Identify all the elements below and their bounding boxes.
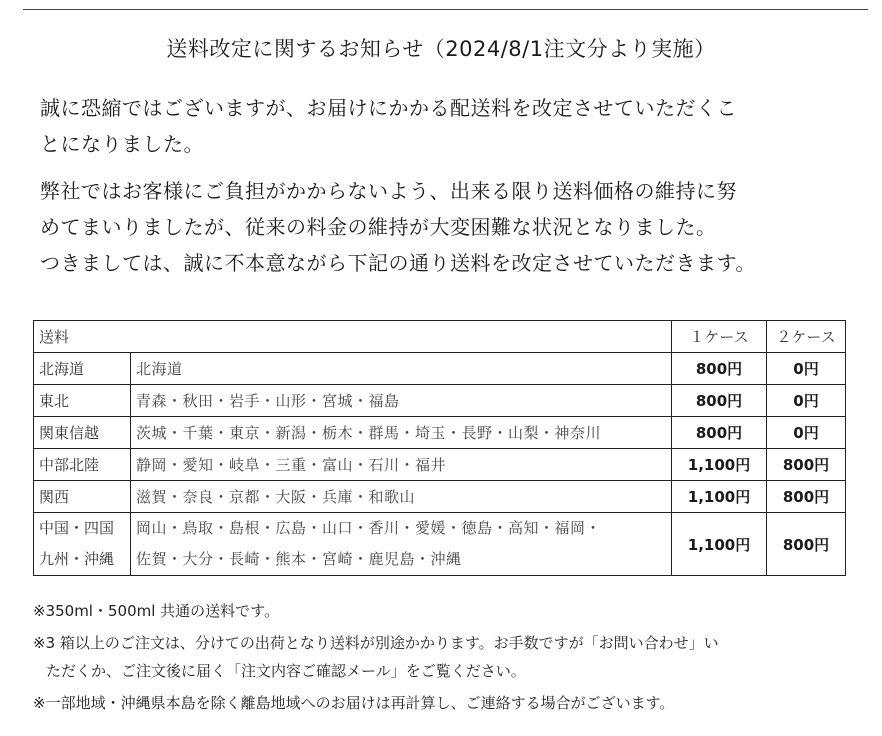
note-common-fee: ※350ml・500ml 共通の送料です。 bbox=[33, 602, 279, 620]
notes-section bbox=[33, 597, 863, 721]
region-cell bbox=[34, 513, 131, 576]
region-line-1: 中国・四国 bbox=[39, 519, 115, 537]
note-three-boxes-line-1: ※3 箱以上のご注文は、分けての出荷となり送料が別途かかります。お手数ですが「お問い合わせ」い bbox=[33, 634, 719, 652]
region-cell: 関東信越 bbox=[34, 417, 131, 449]
top-divider bbox=[23, 9, 868, 10]
header-one-case: １ケース bbox=[672, 321, 767, 353]
price-one-case: 1,100円 bbox=[672, 449, 767, 481]
explanation-paragraph bbox=[40, 173, 860, 281]
table-row bbox=[34, 513, 846, 576]
prefectures-cell: 滋賀・奈良・京都・大阪・兵庫・和歌山 bbox=[131, 481, 672, 513]
price-one-case: 800円 bbox=[672, 353, 767, 385]
prefectures-cell bbox=[131, 513, 672, 576]
intro-paragraph bbox=[40, 90, 860, 162]
table-header-row bbox=[34, 321, 846, 353]
note-remote-islands: ※一部地域・沖縄県本島を除く離島地域へのお届けは再計算し、ご連絡する場合がございます。 bbox=[33, 694, 675, 712]
price-two-case: 800円 bbox=[767, 481, 846, 513]
table-row bbox=[34, 385, 846, 417]
price-one-case: 800円 bbox=[672, 417, 767, 449]
header-two-case: ２ケース bbox=[767, 321, 846, 353]
table-row bbox=[34, 353, 846, 385]
region-cell: 関西 bbox=[34, 481, 131, 513]
explanation-line-1: 弊社ではお客様にご負担がかからないよう、出来る限り送料価格の維持に努 bbox=[40, 179, 737, 203]
price-two-case: 0円 bbox=[767, 353, 846, 385]
price-two-case: 0円 bbox=[767, 385, 846, 417]
prefectures-cell: 茨城・千葉・東京・新潟・栃木・群馬・埼玉・長野・山梨・神奈川 bbox=[131, 417, 672, 449]
explanation-line-2: めてまいりましたが、従来の料金の維持が大変困難な状況となりました。 bbox=[40, 215, 717, 239]
table-row bbox=[34, 417, 846, 449]
header-shipping-label: 送料 bbox=[34, 321, 672, 353]
intro-line-1: 誠に恐縮ではございますが、お届けにかかる配送料を改定させていただくこ bbox=[40, 96, 737, 120]
price-two-case: 800円 bbox=[767, 449, 846, 481]
table-row bbox=[34, 481, 846, 513]
table-row bbox=[34, 449, 846, 481]
region-line-2: 九州・沖縄 bbox=[39, 550, 115, 568]
note-three-boxes bbox=[33, 629, 863, 685]
prefectures-cell: 青森・秋田・岩手・山形・宮城・福島 bbox=[131, 385, 672, 417]
explanation-line-3: つきましては、誠に不本意ながら下記の通り送料を改定させていただきます。 bbox=[40, 251, 756, 275]
prefectures-cell: 静岡・愛知・岐阜・三重・富山・石川・福井 bbox=[131, 449, 672, 481]
prefectures-line-2: 佐賀・大分・長崎・熊本・宮崎・鹿児島・沖縄 bbox=[136, 550, 462, 568]
prefectures-line-1: 岡山・鳥取・島根・広島・山口・香川・愛媛・徳島・高知・福岡・ bbox=[136, 519, 602, 537]
intro-line-2: とになりました。 bbox=[40, 132, 204, 156]
price-two-case: 800円 bbox=[767, 513, 846, 576]
price-two-case: 0円 bbox=[767, 417, 846, 449]
price-one-case: 1,100円 bbox=[672, 513, 767, 576]
note-three-boxes-line-2: ただくか、ご注文後に届く「注文内容ご確認メール」をご覧ください。 bbox=[46, 662, 526, 680]
shipping-fee-table bbox=[33, 320, 846, 576]
region-cell: 東北 bbox=[34, 385, 131, 417]
price-one-case: 1,100円 bbox=[672, 481, 767, 513]
page-title: 送料改定に関するお知らせ（2024/8/1注文分より実施） bbox=[166, 37, 716, 61]
region-cell: 中部北陸 bbox=[34, 449, 131, 481]
region-cell: 北海道 bbox=[34, 353, 131, 385]
prefectures-cell: 北海道 bbox=[131, 353, 672, 385]
price-one-case: 800円 bbox=[672, 385, 767, 417]
